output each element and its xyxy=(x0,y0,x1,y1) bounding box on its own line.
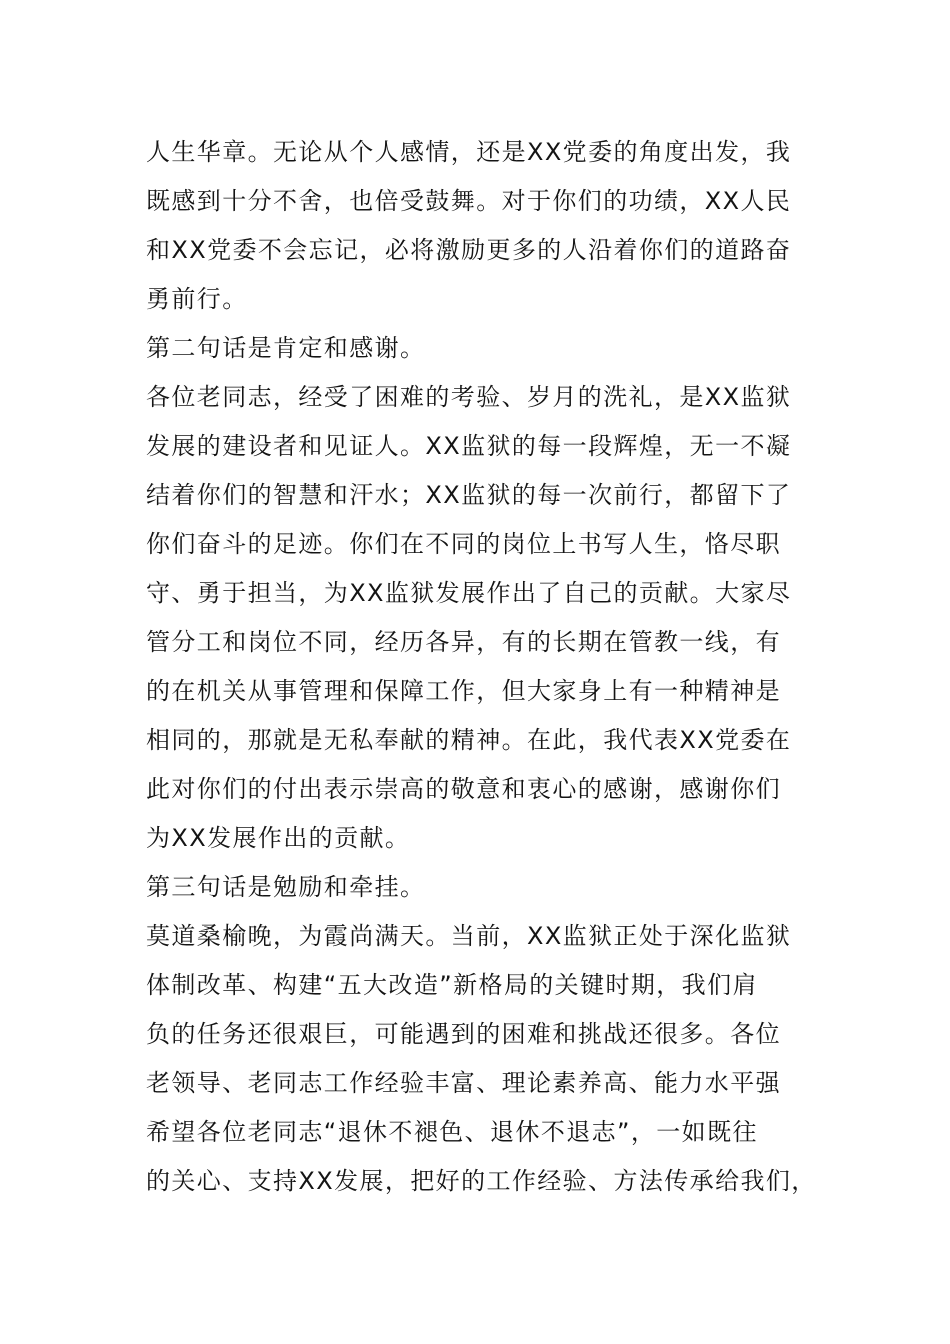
text-line: 勇前行。 xyxy=(146,285,248,313)
text-line: 体制改革、构建“五大改造”新格局的关键时期，我们肩 xyxy=(146,971,758,999)
text-line: 负的任务还很艰巨，可能遇到的困难和挑战还很多。各位 xyxy=(146,1020,781,1048)
text-line: 此对你们的付出表示崇高的敬意和衷心的感谢，感谢你们 xyxy=(146,775,781,803)
body-text xyxy=(146,128,818,1206)
text-line: 既感到十分不舍，也倍受鼓舞。对于你们的功绩，XX人民 xyxy=(146,187,792,215)
text-line: 希望各位老同志“退休不褪色、退休不退志”，一如既往 xyxy=(146,1118,758,1146)
text-line: 守、勇于担当，为XX监狱发展作出了自己的贡献。大家尽 xyxy=(146,579,792,607)
text-line: 莫道桑榆晚，为霞尚满天。当前，XX监狱正处于深化监狱 xyxy=(146,922,792,950)
text-line: 老领导、老同志工作经验丰富、理论素养高、能力水平强 xyxy=(146,1069,781,1097)
text-line: 管分工和岗位不同，经历各异，有的长期在管教一线，有 xyxy=(146,628,781,656)
text-line: 人生华章。无论从个人感情，还是XX党委的角度出发，我 xyxy=(146,138,792,166)
text-line: 的关心、支持XX发展，把好的工作经验、方法传承给我们， xyxy=(146,1167,817,1195)
text-line: 你们奋斗的足迹。你们在不同的岗位上书写人生，恪尽职 xyxy=(146,530,781,558)
section-heading: 第三句话是勉励和牵挂。 xyxy=(146,873,426,901)
text-line: 相同的，那就是无私奉献的精神。在此，我代表XX党委在 xyxy=(146,726,792,754)
text-line: 为XX发展作出的贡献。 xyxy=(146,824,411,852)
text-line: 结着你们的智慧和汗水；XX监狱的每一次前行，都留下了 xyxy=(146,481,792,509)
text-line: 各位老同志，经受了困难的考验、岁月的洗礼，是XX监狱 xyxy=(146,383,792,411)
section-heading: 第二句话是肯定和感谢。 xyxy=(146,334,426,362)
text-line: 的在机关从事管理和保障工作，但大家身上有一种精神是 xyxy=(146,677,781,705)
text-line: 和XX党委不会忘记，必将激励更多的人沿着你们的道路奋 xyxy=(146,236,792,264)
text-line: 发展的建设者和见证人。XX监狱的每一段辉煌，无一不凝 xyxy=(146,432,792,460)
